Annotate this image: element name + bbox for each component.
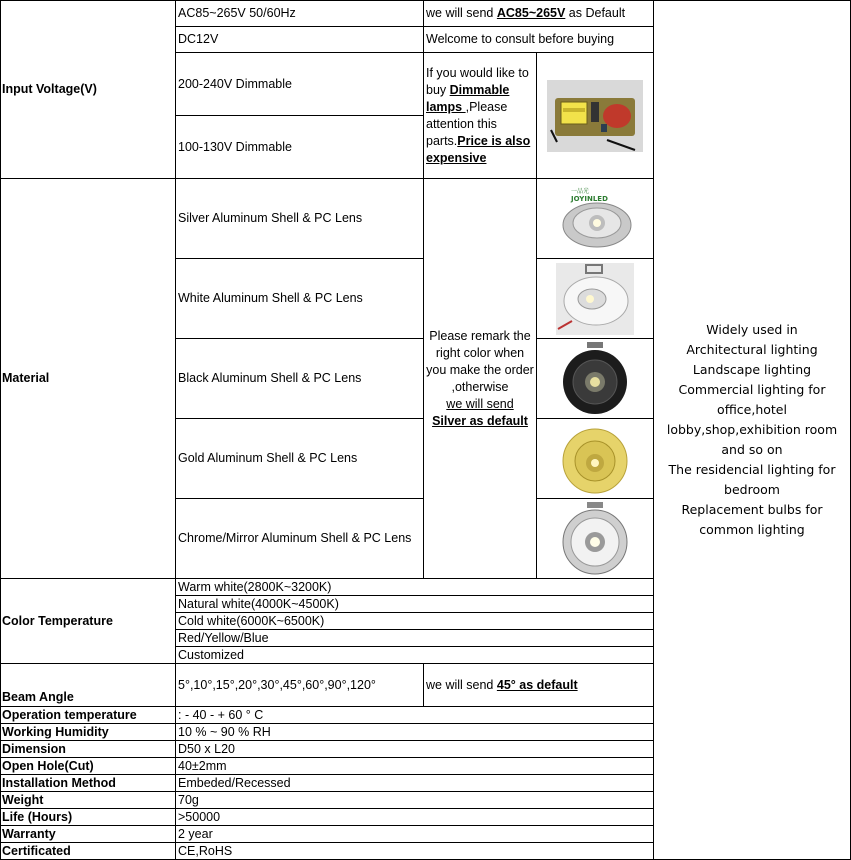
chrome-downlight-image [537, 499, 654, 579]
spec-value-certificated: CE,RoHS [176, 843, 654, 860]
voltage-option-ac: AC85~265V 50/60Hz [176, 0, 424, 27]
application-line: bedroom [724, 481, 780, 497]
dimmable-note [424, 53, 537, 179]
beam-angle-note-pre: we will send [426, 677, 497, 692]
voltage-consult-note: Welcome to consult before buying [424, 27, 654, 53]
black-downlight-image [537, 339, 654, 419]
application-line: Widely used in [706, 321, 798, 337]
spec-value-warranty: 2 year [176, 826, 654, 843]
dimmable-note-em1: Dimmable lamps [426, 82, 510, 114]
silver-downlight-image [537, 179, 654, 259]
color-temp-rgb: Red/Yellow/Blue [176, 630, 654, 647]
beam-angle-note-em: 45° as default [496, 677, 578, 692]
driver-board-photo-icon [547, 80, 643, 152]
voltage-option-dc: DC12V [176, 27, 424, 53]
spec-value-weight: 70g [176, 792, 654, 809]
material-option-black: Black Aluminum Shell & PC Lens [176, 339, 424, 419]
spec-value-humidity: 10 % ~ 90 % RH [176, 724, 654, 741]
gold-downlight-photo-icon [558, 423, 632, 495]
application-line: Landscape lighting [692, 361, 812, 377]
voltage-default-em: AC85~265V [496, 5, 566, 20]
voltage-default-note [424, 0, 654, 27]
beam-angle-label: Beam Angle [0, 664, 176, 707]
input-voltage-label: Input Voltage(V) [0, 0, 176, 179]
dimmable-note-part1: If you would like to buy [426, 65, 529, 97]
application-line: The residencial lighting for [668, 461, 836, 477]
white-downlight-photo-icon [556, 263, 634, 335]
spec-label-certificated: Certificated [0, 843, 176, 860]
material-color-note [424, 179, 537, 579]
driver-board-image [537, 53, 654, 179]
color-temp-warm: Warm white(2800K~3200K) [176, 579, 654, 596]
application-line: Commercial lighting for [678, 381, 826, 397]
spec-value-open-hole: 40±2mm [176, 758, 654, 775]
spec-label-life: Life (Hours) [0, 809, 176, 826]
voltage-default-post: as Default [565, 5, 626, 20]
color-temperature-label: Color Temperature [0, 579, 176, 664]
application-line: Architectural lighting [686, 341, 818, 357]
material-note-part1: Please remark the right color when you make the order ,otherwise [426, 328, 534, 394]
material-note-em1: we will send [446, 396, 514, 411]
material-option-silver: Silver Aluminum Shell & PC Lens [176, 179, 424, 259]
material-option-white: White Aluminum Shell & PC Lens [176, 259, 424, 339]
spec-label-warranty: Warranty [0, 826, 176, 843]
material-note-em2: Silver as default [432, 413, 528, 428]
application-line: common lighting [699, 521, 805, 537]
spec-label-installation: Installation Method [0, 775, 176, 792]
applications-text [667, 320, 837, 540]
black-downlight-photo-icon [557, 342, 633, 416]
spec-label-dimension: Dimension [0, 741, 176, 758]
application-line: office,hotel [717, 401, 787, 417]
applications-cell [654, 0, 851, 860]
material-option-chrome: Chrome/Mirror Aluminum Shell & PC Lens [176, 499, 424, 579]
color-temp-natural: Natural white(4000K~4500K) [176, 596, 654, 613]
silver-downlight-photo-icon [547, 181, 643, 257]
application-line: and so on [721, 441, 783, 457]
spec-value-installation: Embeded/Recessed [176, 775, 654, 792]
gold-downlight-image [537, 419, 654, 499]
color-temp-custom: Customized [176, 647, 654, 664]
dimmable-note-em2: Price is also expensive [426, 133, 531, 165]
beam-angle-value: 5°,10°,15°,20°,30°,45°,60°,90°,120° [176, 664, 424, 707]
spec-label-open-hole: Open Hole(Cut) [0, 758, 176, 775]
dimmable-note-part2: ,Please attention this parts. [426, 99, 508, 148]
voltage-option-200-240: 200-240V Dimmable [176, 53, 424, 116]
spec-label-weight: Weight [0, 792, 176, 809]
color-temp-cold: Cold white(6000K~6500K) [176, 613, 654, 630]
voltage-default-pre: we will send [426, 5, 497, 20]
application-line: lobby,shop,exhibition room [666, 421, 838, 437]
spec-value-dimension: D50 x L20 [176, 741, 654, 758]
spec-value-operation-temp: : - 40 - + 60 ° C [176, 707, 654, 724]
spec-value-life: >50000 [176, 809, 654, 826]
white-downlight-image [537, 259, 654, 339]
chrome-downlight-photo-icon [557, 502, 633, 576]
spec-label-operation-temp: Operation temperature [0, 707, 176, 724]
svg-text:一品光: 一品光 [571, 187, 590, 195]
brand-mark: JOYINLED [571, 194, 608, 203]
spec-label-humidity: Working Humidity [0, 724, 176, 741]
voltage-option-100-130: 100-130V Dimmable [176, 116, 424, 179]
application-line: Replacement bulbs for [681, 501, 823, 517]
beam-angle-note [424, 664, 654, 707]
material-label: Material [0, 179, 176, 579]
material-option-gold: Gold Aluminum Shell & PC Lens [176, 419, 424, 499]
